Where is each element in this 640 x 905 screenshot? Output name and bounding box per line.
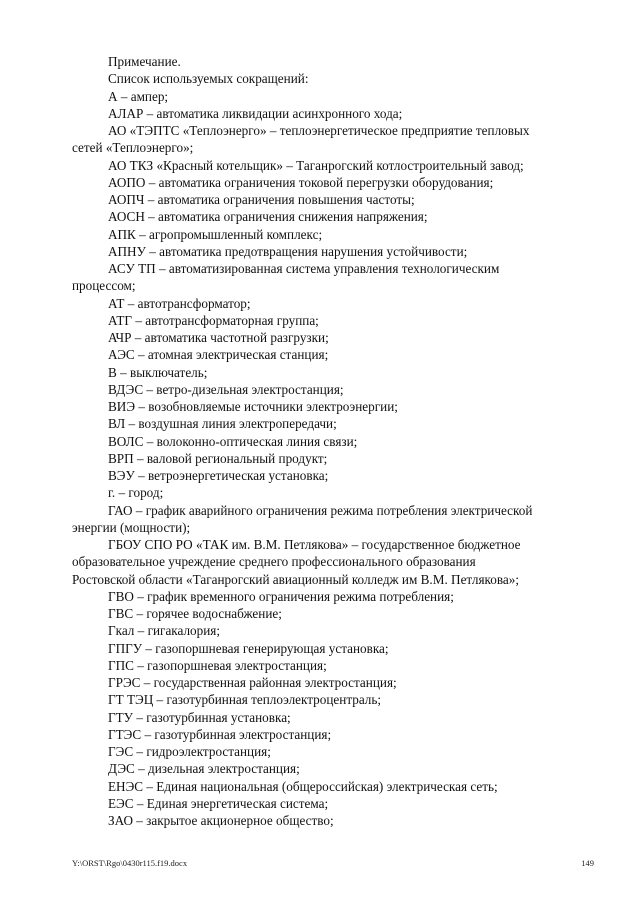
abbreviation-line: АПК – агропромышленный комплекс;: [108, 226, 323, 242]
abbreviation-line: ГТ ТЭЦ – газотурбинная теплоэлектроцентраль;: [108, 692, 382, 708]
abbreviation-line-continuation: сетей «Теплоэнерго»;: [72, 140, 194, 156]
abbreviation-line: ГЭС – гидроэлектростанция;: [108, 744, 271, 759]
abbreviation-line: ВОЛС – волоконно-оптическая линия связи;: [108, 433, 358, 449]
abbreviation-line: АЛАР – автоматика ликвидации асинхронного хода;: [108, 105, 403, 121]
page-number: 149: [581, 858, 594, 868]
abbreviation-list-title: Список используемых сокращений:: [108, 71, 309, 87]
abbreviation-line: ВДЭС – ветро-дизельная электростанция;: [108, 381, 344, 397]
abbreviation-line: АО ТКЗ «Красный котельщик» – Таганрогский котлостроительный завод;: [108, 157, 524, 173]
abbreviation-line: ГВО – график временного ограничения режима потребления;: [108, 588, 454, 604]
abbreviation-line: ГПС – газопоршневая электростанция;: [108, 657, 327, 673]
abbreviation-line: ВРП – валовой региональный продукт;: [108, 450, 328, 466]
abbreviation-line: АСУ ТП – автоматизированная система управления технологическим: [108, 261, 500, 276]
abbreviation-line: АОПО – автоматика ограничения токовой перегрузки оборудования;: [108, 174, 494, 190]
abbreviation-line: ЕЭС – Единая энергетическая система;: [108, 795, 329, 811]
abbreviation-line: г. – город;: [108, 485, 164, 501]
abbreviation-line: ГТЭС – газотурбинная электростанция;: [108, 726, 332, 742]
abbreviation-line: ВИЭ – возобновляемые источники электроэнергии;: [108, 399, 398, 414]
abbreviation-line-continuation: Ростовской области «Таганрогский авиационный колледж им В.М. Петлякова»;: [72, 571, 519, 587]
abbreviation-line: АТ – автотрансформатор;: [108, 295, 251, 311]
abbreviation-line: АОПЧ – автоматика ограничения повышения частоты;: [108, 192, 415, 207]
abbreviation-line: ГБОУ СПО РО «ТАК им. В.М. Петлякова» – государственное бюджетное: [108, 537, 521, 552]
note-heading: Примечание.: [108, 54, 181, 69]
abbreviation-line: ГРЭС – государственная районная электростанция;: [108, 675, 397, 690]
abbreviation-line: АОСН – автоматика ограничения снижения напряжения;: [108, 209, 428, 225]
abbreviation-line: АЭС – атомная электрическая станция;: [108, 347, 329, 363]
abbreviation-line: ЕНЭС – Единая национальная (общероссийская) электрическая сеть;: [108, 778, 498, 794]
abbreviation-line-continuation: процессом;: [72, 278, 136, 294]
abbreviation-line: ГВС – горячее водоснабжение;: [108, 606, 282, 621]
abbreviation-line: ГПГУ – газопоршневая генерирующая установка;: [108, 640, 389, 656]
document-body: [72, 53, 594, 829]
abbreviation-line: ГАО – график аварийного ограничения режима потребления электрической: [108, 502, 533, 518]
abbreviation-line-continuation: образовательное учреждение среднего профессионального образования: [72, 554, 476, 570]
abbreviation-line: ДЭС – дизельная электростанция;: [108, 761, 300, 777]
abbreviation-line: ГТУ – газотурбинная установка;: [108, 709, 291, 725]
abbreviation-line: АТГ – автотрансформаторная группа;: [108, 312, 319, 328]
justified-text: АО «ТЭПТС «Теплоэнерго» – теплоэнергетическое предприятие тепловых: [108, 123, 530, 138]
abbreviation-line: Гкал – гигакалория;: [108, 623, 221, 639]
abbreviation-line: В – выключатель;: [108, 364, 208, 380]
footer-file-path: Y:\ORST\Rgo\0430r115.f19.docx: [72, 858, 188, 868]
abbreviation-line: ВЭУ – ветроэнергетическая установка;: [108, 468, 329, 483]
abbreviation-line: А – ампер;: [108, 88, 169, 104]
abbreviation-line: [72, 122, 594, 139]
abbreviation-line: ЗАО – закрытое акционерное общество;: [108, 813, 334, 828]
abbreviation-line: ВЛ – воздушная линия электропередачи;: [108, 416, 337, 432]
abbreviation-line-continuation: энергии (мощности);: [72, 519, 191, 535]
abbreviation-line: АПНУ – автоматика предотвращения нарушения устойчивости;: [108, 243, 468, 259]
abbreviation-line: АЧР – автоматика частотной разгрузки;: [108, 330, 329, 345]
